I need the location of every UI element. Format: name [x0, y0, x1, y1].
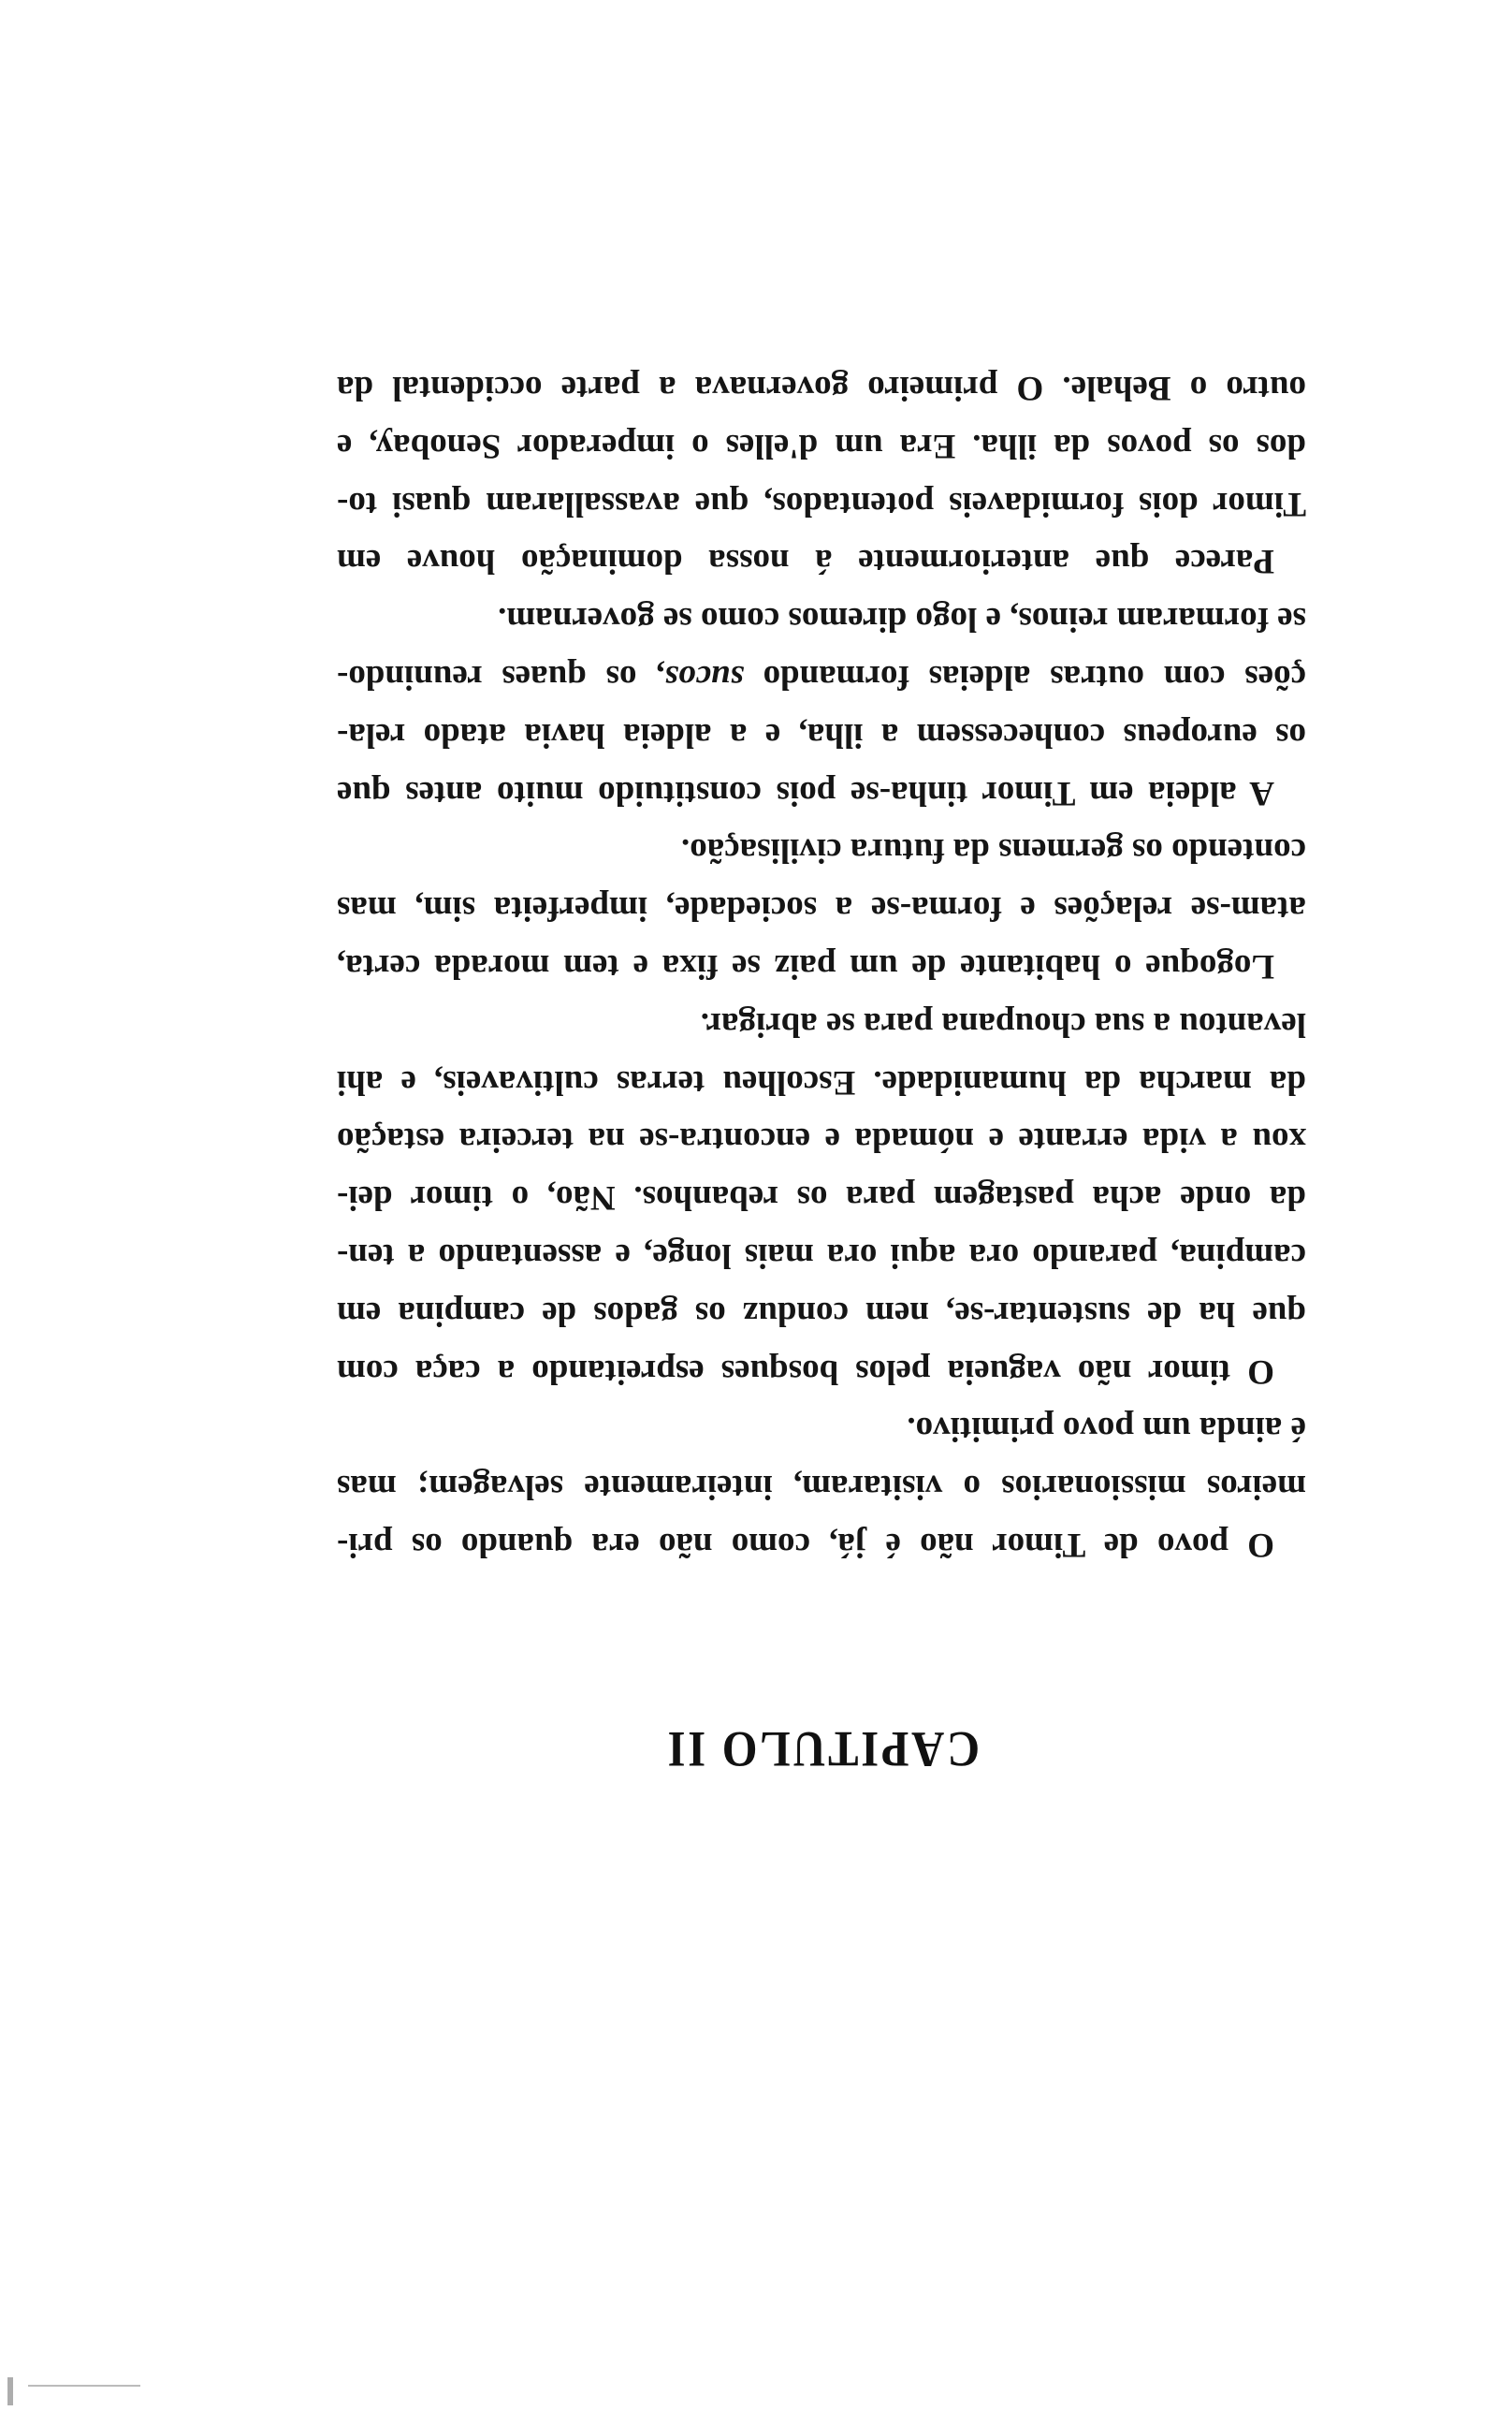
text-line: Parece que anteriormente á nossa dominação houve em: [337, 542, 1274, 581]
text-line: os europeus conhecessem a ilha, e a aldeia havia atado rela-: [337, 715, 1306, 754]
text-line: Logoque o habitante de um paiz se fixa e tem morada certa,: [337, 947, 1274, 986]
text-segment: , os quaes reunindo-: [337, 658, 665, 697]
scan-noise: [28, 2385, 140, 2387]
text-line: contendo os germens da futura civilisação.: [680, 831, 1306, 870]
italic-term: sucos: [664, 658, 744, 697]
text-line: é ainda um povo primitivo.: [907, 1410, 1306, 1449]
body-text: [337, 358, 1306, 1573]
text-segment: ções com outras aldeias formando: [743, 658, 1306, 697]
text-line: da onde acha pastagem para os rebanhos. Não, o timor dei-: [337, 1178, 1306, 1218]
text-line: que ha de sustentar-se, nem conduz os gados de campina em: [337, 1293, 1306, 1333]
scan-noise: [7, 2377, 13, 2405]
text-line: meiros missionarios o visitaram, inteiramente selvagem; mas: [337, 1468, 1306, 1507]
chapter-heading: CAPITULO II: [664, 1721, 981, 1777]
text-line: se formaram reinos, e logo diremos como se governam.: [498, 600, 1306, 639]
text-line: da marcha da humanidade. Escolheu terras cultivaveis, e ahi: [337, 1062, 1306, 1102]
text-line: xou a vida errante e nómada e encontra-se na terceira estação: [337, 1120, 1306, 1160]
text-line: levantou a sua choupana para se abrigar.: [700, 1004, 1306, 1044]
text-line: O timor não vagueia pelos bosques espreitando a caça com: [337, 1352, 1274, 1391]
text-line: campina, parando ora aqui ora mais longe, e assentando a ten-: [337, 1236, 1306, 1276]
text-line: Timor dois formidaveis potentados, que avassallaram quasi to-: [337, 484, 1306, 523]
text-line: A aldeia em Timor tinha-se pois constituido muito antes que: [337, 773, 1274, 812]
text-line: atam-se relações e forma-se a sociedade, imperfeita sim, mas: [337, 889, 1306, 928]
text-line: outro o Behale. O primeiro governava a parte occidental da: [337, 369, 1306, 408]
text-line: dos os povos da ilha. Era um d'elles o imperador Senobay, e: [337, 426, 1306, 465]
text-line: [337, 648, 1306, 706]
text-line: O povo de Timor não é já, como não era quando os pri-: [337, 1526, 1274, 1564]
